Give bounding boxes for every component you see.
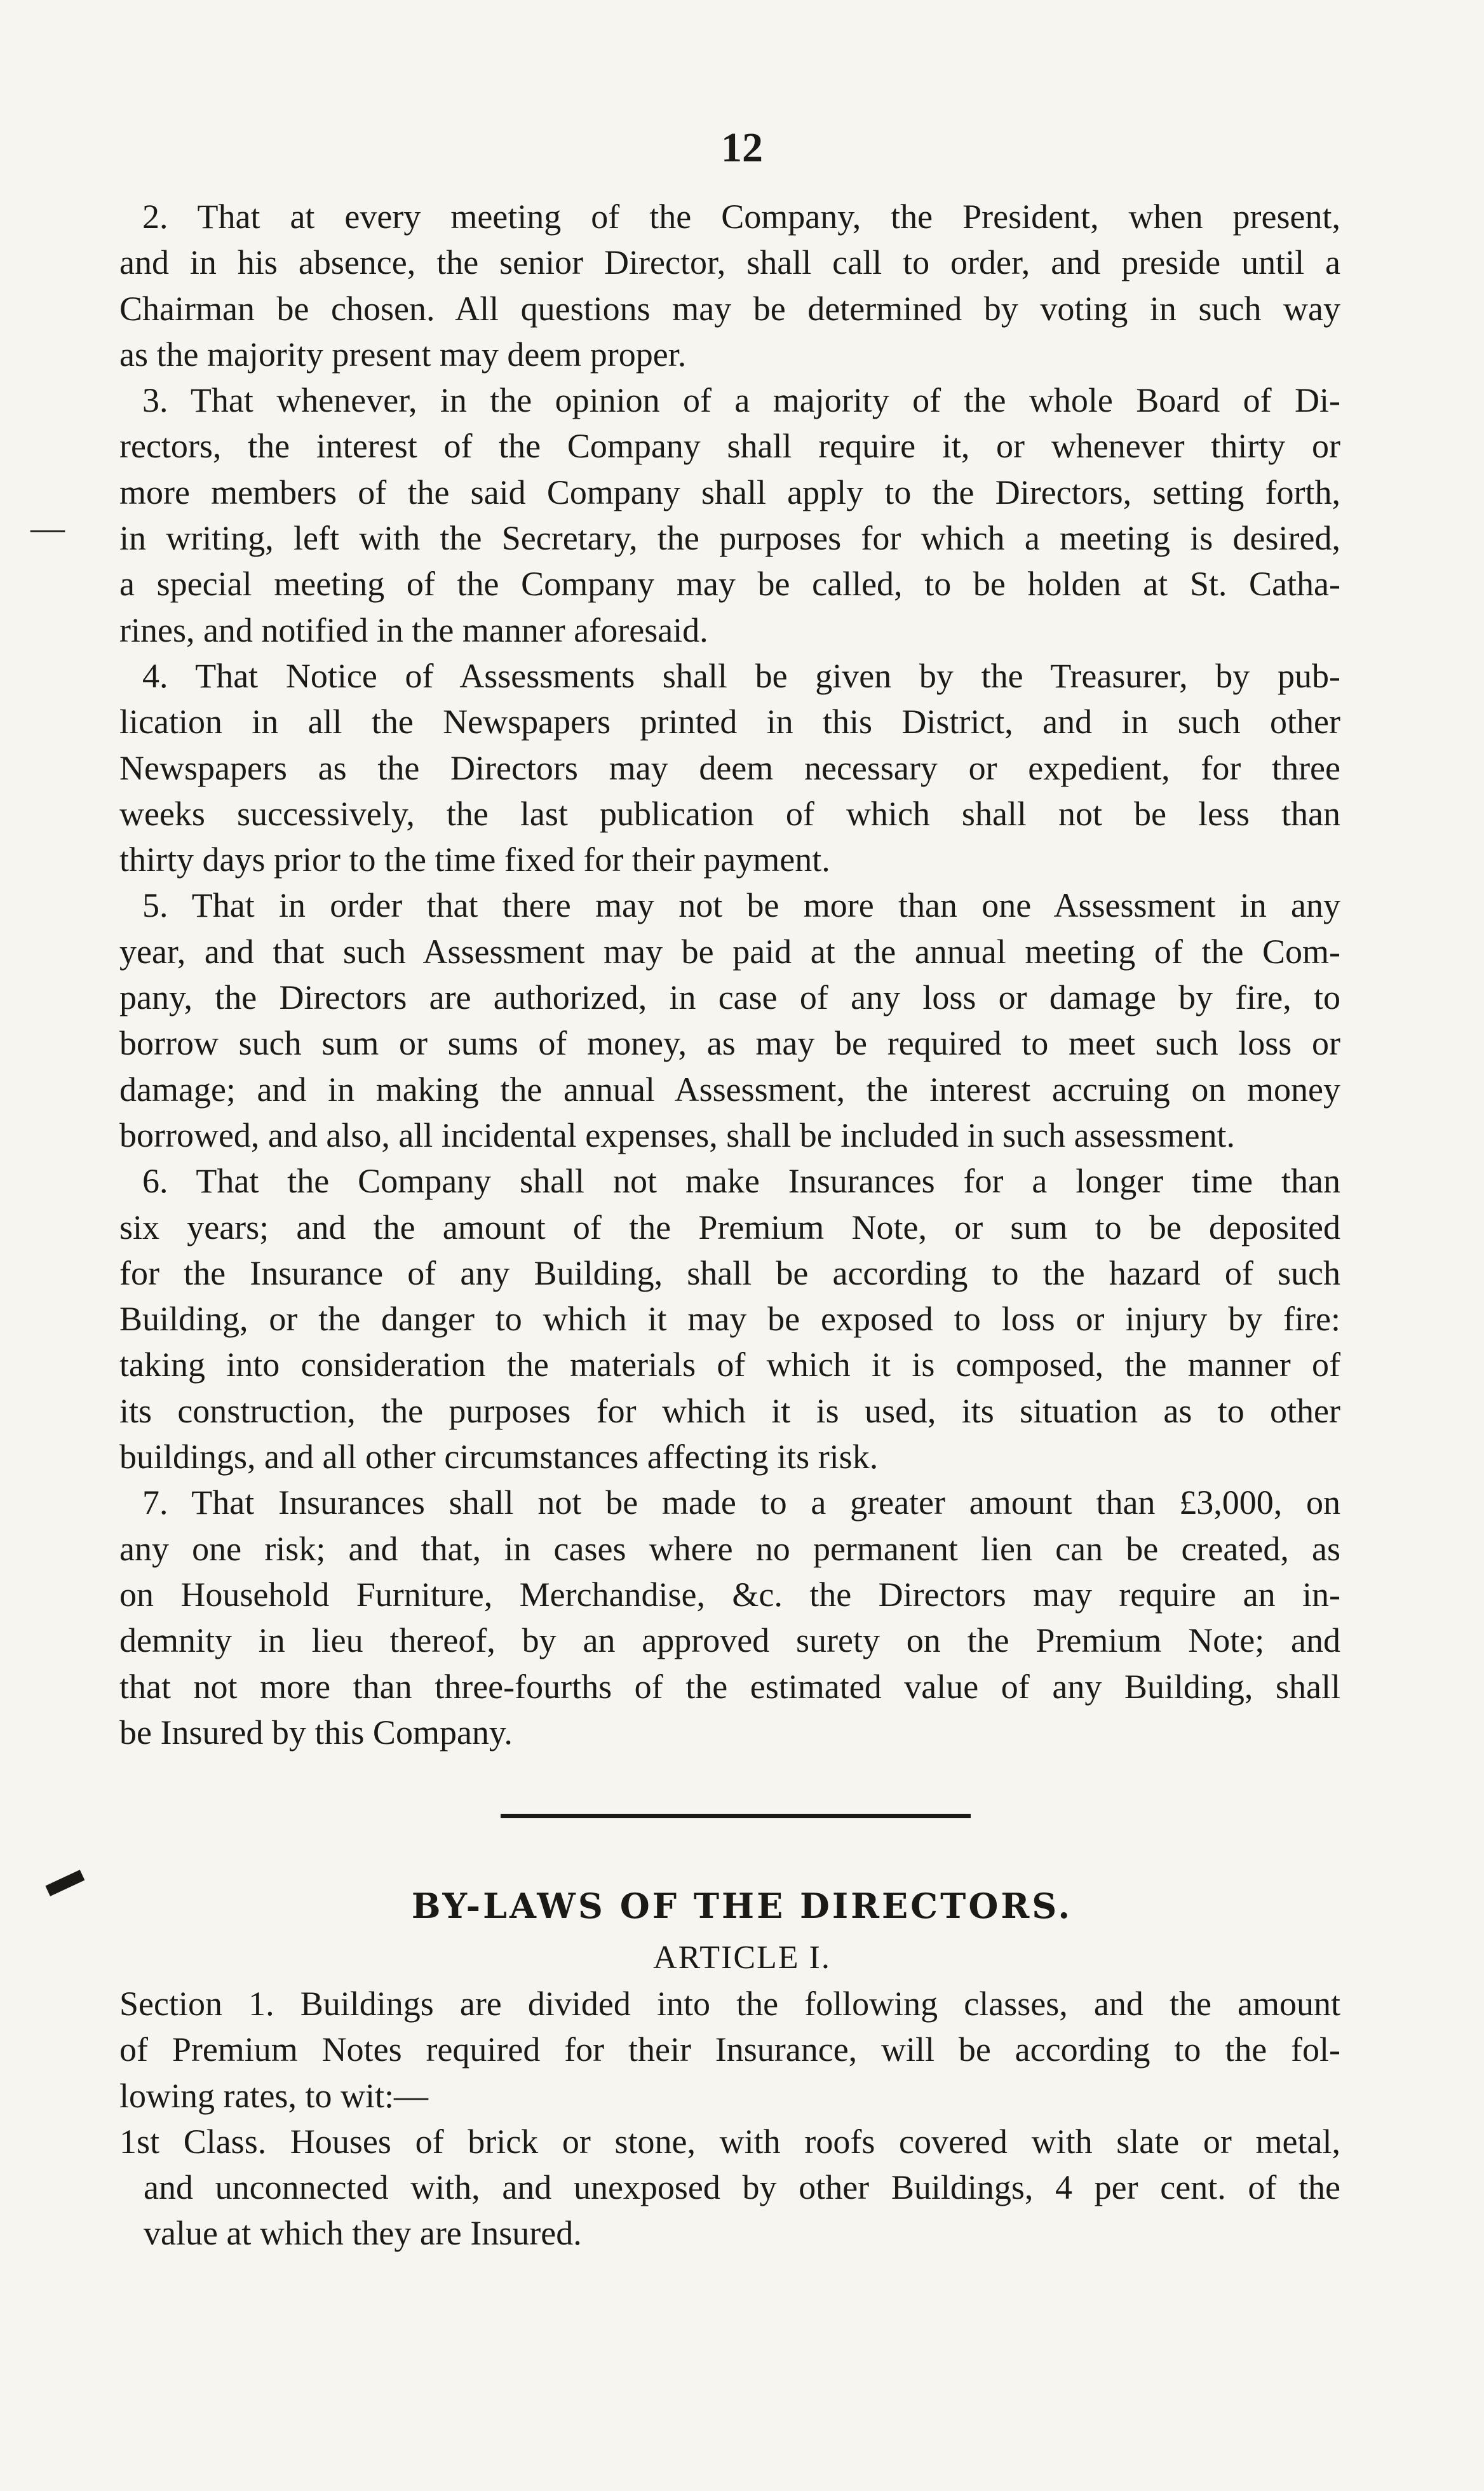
text-line: as the majority present may deem proper. <box>119 335 687 374</box>
text-line: Building, or the danger to which it may be exposed to loss or injury by fire: <box>119 1300 1340 1339</box>
text-line: 5. That in order that there may not be more than one Assessment in any <box>142 886 1340 925</box>
text-line: 3. That whenever, in the opinion of a majority of the whole Board of Di- <box>142 381 1340 420</box>
text-line: value at which they are Insured. <box>144 2214 582 2253</box>
text-line: its construction, the purposes for which it is used, its situation as to other <box>119 1391 1340 1430</box>
text-line: buildings, and all other circumstances affecting its risk. <box>119 1438 879 1476</box>
text-line: in writing, left with the Secretary, the purposes for which a meeting is desired, <box>119 519 1340 558</box>
page-number: 12 <box>721 125 763 171</box>
bylaws-heading: BY-LAWS OF THE DIRECTORS. <box>411 1886 1073 1926</box>
text-line: rectors, the interest of the Company shall require it, or whenever thirty or <box>119 427 1340 466</box>
text-line: year, and that such Assessment may be paid at the annual meeting of the Com- <box>119 932 1340 971</box>
text-line: borrowed, and also, all incidental expenses, shall be included in such assessment. <box>119 1116 1236 1154</box>
text-line: and unconnected with, and unexposed by other Buildings, 4 per cent. of the <box>144 2168 1340 2207</box>
text-line: a special meeting of the Company may be called, to be holden at St. Catha- <box>119 565 1340 604</box>
text-line: be Insured by this Company. <box>119 1713 513 1752</box>
text-line: borrow such sum or sums of money, as may be required to meet such loss or <box>119 1024 1340 1063</box>
text-line: six years; and the amount of the Premium Note, or sum to be deposited <box>119 1208 1340 1246</box>
text-line: 6. That the Company shall not make Insurances for a longer time than <box>142 1162 1340 1201</box>
section-1-text <box>119 1981 1340 2257</box>
text-line: that not more than three-fourths of the estimated value of any Building, shall <box>119 1667 1340 1706</box>
text-line: and in his absence, the senior Director, shall call to order, and preside until a <box>119 243 1340 282</box>
text-line: 7. That Insurances shall not be made to a greater amount than £3,000, on <box>142 1483 1340 1522</box>
text-line: demnity in lieu thereof, by an approved surety on the Premium Note; and <box>119 1621 1340 1660</box>
text-line: Newspapers as the Directors may deem necessary or expedient, for three <box>119 748 1340 787</box>
text-line: damage; and in making the annual Assessment, the interest accruing on money <box>119 1070 1340 1109</box>
text-line: of Premium Notes required for their Insurance, will be according to the fol- <box>119 2030 1340 2069</box>
margin-dash-mark: — <box>30 509 65 547</box>
text-line: lication in all the Newspapers printed in this District, and in such other <box>119 703 1340 741</box>
text-line: weeks successively, the last publication of which shall not be less than <box>119 794 1340 833</box>
text-line: for the Insurance of any Building, shall be according to the hazard of such <box>119 1253 1340 1292</box>
text-line: more members of the said Company shall apply to the Directors, setting forth, <box>119 473 1340 511</box>
text-line: taking into consideration the materials of which it is composed, the manner of <box>119 1346 1340 1384</box>
text-line: on Household Furniture, Merchandise, &c. the Directors may require an in- <box>119 1575 1340 1614</box>
article-heading: ARTICLE I. <box>653 1940 831 1976</box>
margin-ink-mark: ▬ <box>36 1849 88 1904</box>
text-line: rines, and notified in the manner aforesaid. <box>119 611 708 649</box>
text-line: 1st Class. Houses of brick or stone, with roofs covered with slate or metal, <box>119 2122 1340 2161</box>
text-line: thirty days prior to the time fixed for their payment. <box>119 840 830 879</box>
text-line: any one risk; and that, in cases where no permanent lien can be created, as <box>119 1529 1340 1568</box>
text-line: lowing rates, to wit:— <box>119 2076 428 2115</box>
text-line: Chairman be chosen. All questions may be determined by voting in such way <box>119 289 1340 328</box>
section-divider <box>501 1814 971 1818</box>
text-line: Section 1. Buildings are divided into the following classes, and the amount <box>119 1985 1340 2023</box>
text-line: pany, the Directors are authorized, in case of any loss or damage by fire, to <box>119 978 1340 1017</box>
text-line: 2. That at every meeting of the Company, the President, when present, <box>142 198 1340 236</box>
text-line: 4. That Notice of Assessments shall be given by the Treasurer, by pub- <box>142 656 1340 695</box>
rules-paragraphs <box>119 194 1340 1755</box>
